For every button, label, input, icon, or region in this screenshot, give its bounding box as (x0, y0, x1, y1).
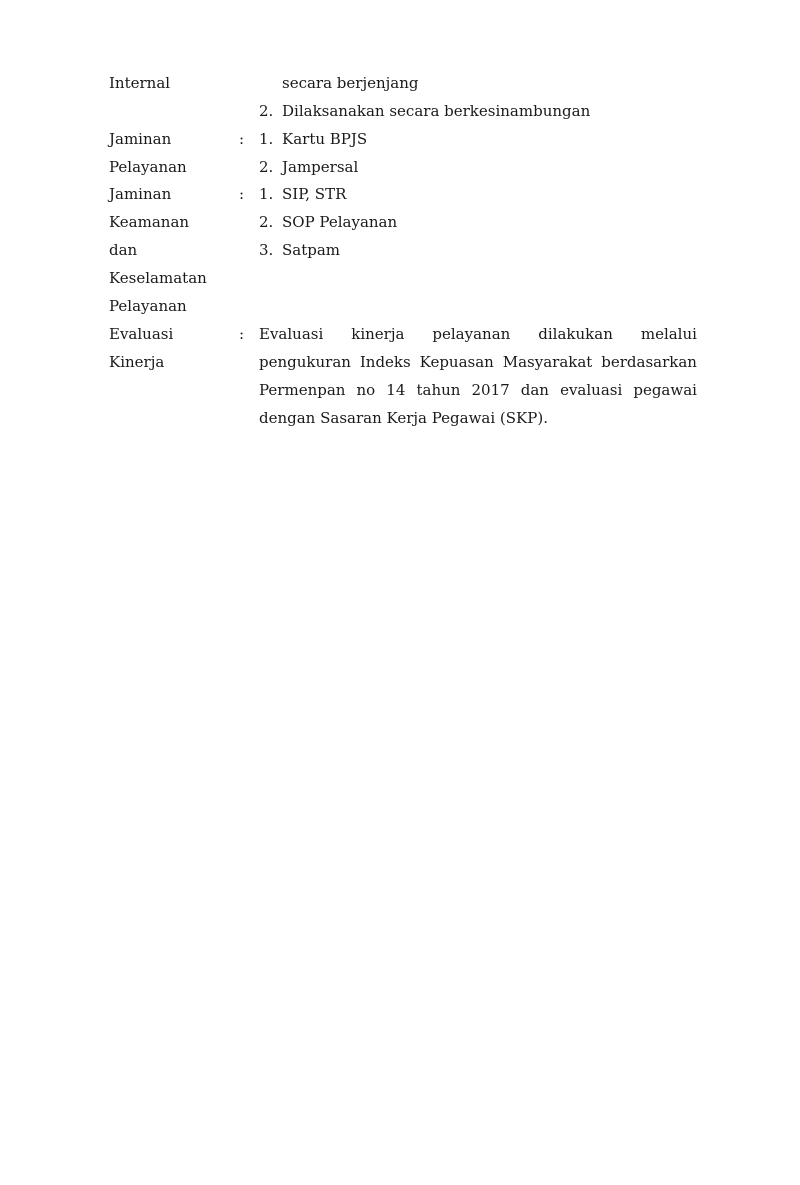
row-colon: : (239, 185, 245, 203)
paragraph-line (259, 376, 697, 404)
word: pegawai (633, 381, 697, 399)
list-item-text: SOP Pelayanan (282, 213, 398, 231)
paragraph-line (259, 348, 697, 376)
row-label: Kinerja (109, 353, 165, 371)
list-item-number: 2. (259, 102, 274, 120)
row-label: Pelayanan (109, 158, 187, 176)
list-item-text: Satpam (282, 241, 341, 259)
word: dilakukan (538, 325, 613, 343)
list-item-number: 3. (259, 241, 274, 259)
row-label: Keamanan (109, 213, 190, 231)
row-label: Jaminan (109, 130, 172, 148)
row-label: Keselamatan (109, 269, 207, 287)
word: Masyarakat (502, 353, 593, 371)
list-item-text: SIP, STR (282, 185, 347, 203)
word: Kepuasan (419, 353, 494, 371)
row-label: Evaluasi (109, 325, 174, 343)
list-item-number: 2. (259, 213, 274, 231)
word: kinerja (351, 325, 405, 343)
row-label: Internal (109, 74, 171, 92)
list-item-number: 1. (259, 130, 274, 148)
word: Permenpan (259, 381, 346, 399)
word: berdasarkan (601, 353, 697, 371)
row-label: Jaminan (109, 185, 172, 203)
word: dan (520, 381, 549, 399)
paragraph-last-line: dengan Sasaran Kerja Pegawai (SKP). (259, 409, 548, 427)
word: melalui (640, 325, 697, 343)
row-label: dan (109, 241, 138, 259)
row-colon: : (239, 325, 245, 343)
word: no (356, 381, 376, 399)
word: pelayanan (432, 325, 511, 343)
list-item-text: Jampersal (282, 158, 359, 176)
list-item-number: 1. (259, 185, 274, 203)
row-colon: : (239, 130, 245, 148)
continuation-text: secara berjenjang (282, 74, 419, 92)
word: 14 (386, 381, 406, 399)
list-item-number: 2. (259, 158, 274, 176)
row-label: Pelayanan (109, 297, 187, 315)
word: Evaluasi (259, 325, 324, 343)
word: 2017 (471, 381, 510, 399)
word: pengukuran (259, 353, 351, 371)
list-item-text: Kartu BPJS (282, 130, 368, 148)
paragraph-line (259, 320, 697, 348)
word: evaluasi (560, 381, 623, 399)
list-item-text: Dilaksanakan secara berkesinambungan (282, 102, 591, 120)
word: tahun (416, 381, 461, 399)
word: Indeks (359, 353, 411, 371)
